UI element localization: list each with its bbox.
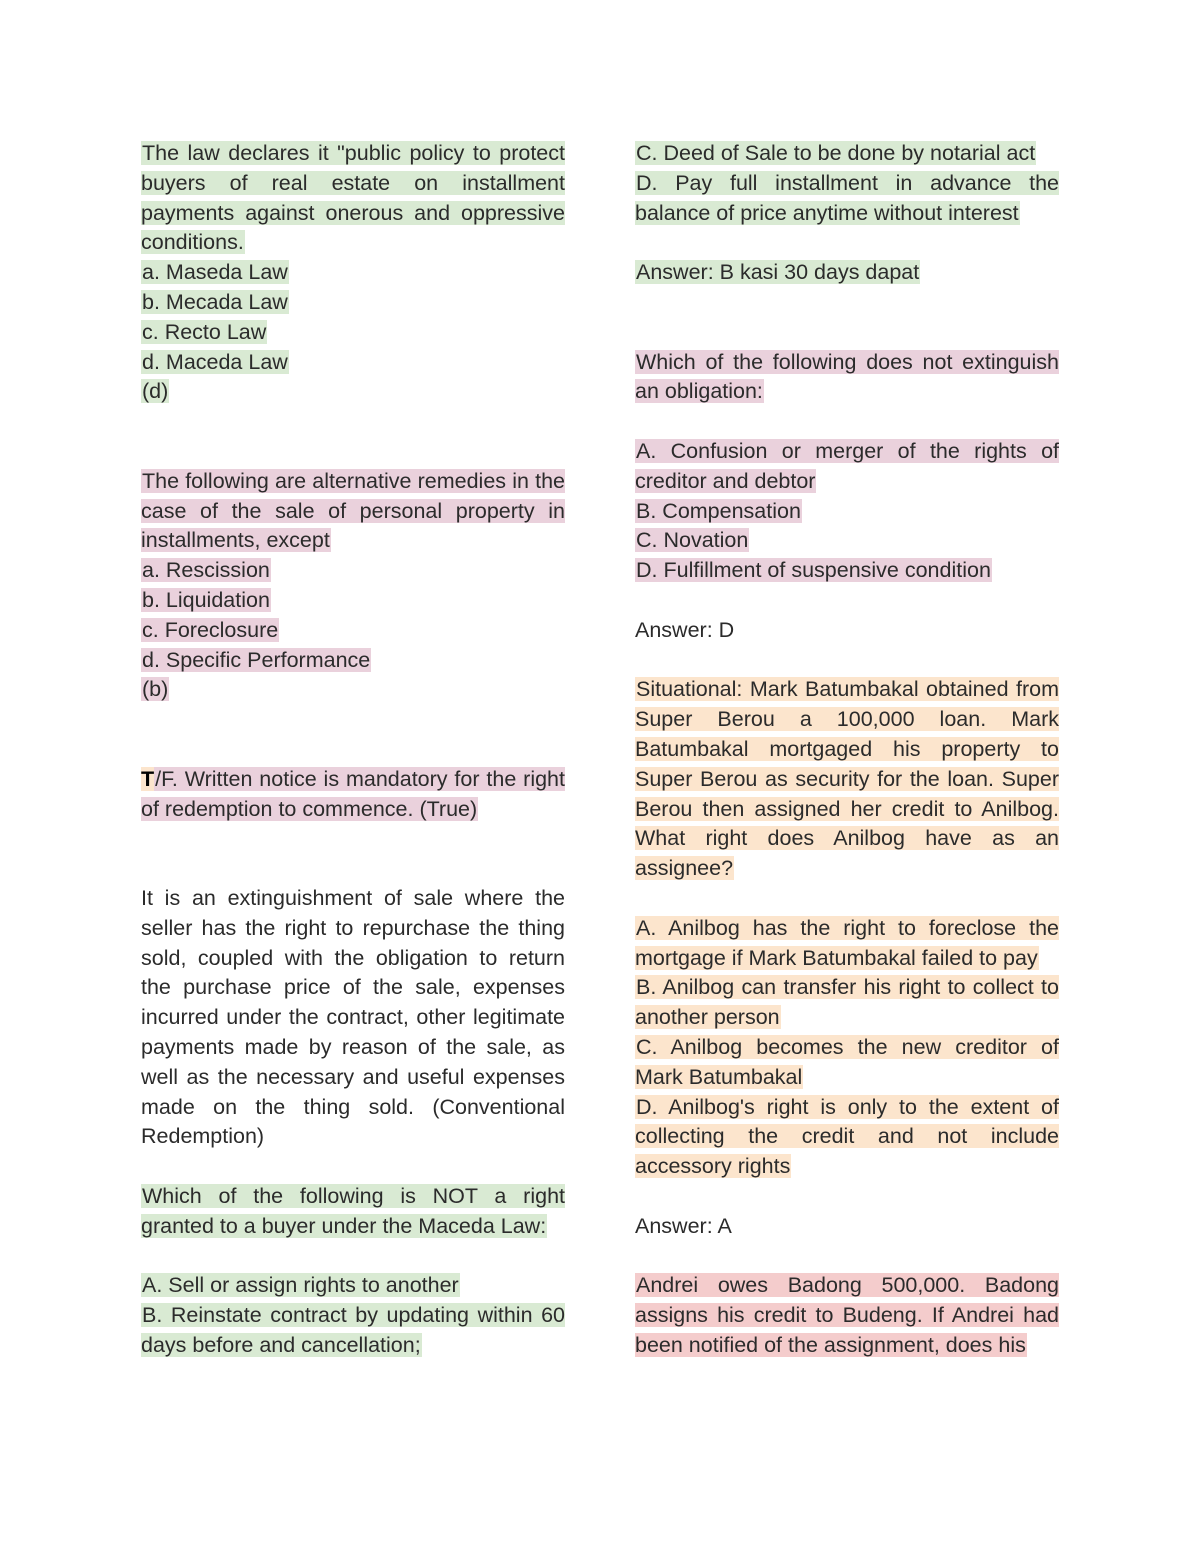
option-a: a. Rescission — [142, 558, 270, 583]
option-d: D. Pay full installment in advance the balance of price anytime without interest — [635, 170, 1059, 225]
left-column — [141, 139, 565, 1361]
question-assignment-notice — [635, 1271, 1059, 1360]
option-d: D. Fulfillment of suspensive condition — [636, 558, 991, 583]
true-false-mark: T — [141, 766, 155, 791]
option-a: a. Maseda Law — [142, 260, 288, 285]
question-conventional-redemption — [141, 884, 565, 1152]
option-a: A. Anilbog has the right to foreclose the mortgage if Mark Batumbakal failed to pay — [635, 915, 1059, 970]
option-c: C. Anilbog becomes the new creditor of Mark Batumbakal — [635, 1034, 1059, 1089]
right-column — [635, 139, 1059, 1361]
option-c: C. Deed of Sale to be done by notarial act — [636, 141, 1036, 165]
question-stem: Situational: Mark Batumbakal obtained from Super Berou a 100,000 loan. Mark Batumbakal mortgaged his property to Super Berou as security for the loan. Super Berou then assigned her credit to Anilbog. What right does Anilbog have as an assignee? — [635, 677, 1059, 881]
question-alternative-remedies — [141, 467, 565, 705]
answer: Answer: A — [635, 1213, 732, 1238]
option-c: c. Recto Law — [142, 319, 267, 344]
question-maceda-policy — [141, 139, 565, 407]
option-b: b. Mecada Law — [142, 289, 288, 314]
question-maceda-rights — [141, 1182, 565, 1361]
question-situational-assignee — [635, 675, 1059, 1241]
option-d: D. Anilbog's right is only to the extent of collecting the credit and not include accessory rights — [635, 1094, 1059, 1179]
question-stem: Which of the following does not extinguish an obligation: — [635, 349, 1059, 404]
option-b: B. Reinstate contract by updating within 60 days before and cancellation; — [141, 1303, 565, 1357]
question-stem: The following are alternative remedies in the case of the sale of personal property in installments, except — [141, 468, 565, 553]
question-stem: Which of the following is NOT a right granted to a buyer under the Maceda Law: — [141, 1183, 565, 1238]
answer: Answer: B kasi 30 days dapat — [636, 260, 920, 285]
question-true-false — [141, 765, 565, 825]
option-c: c. Foreclosure — [142, 617, 279, 642]
question-stem: The law declares it "public policy to protect buyers of real estate on installment payments against onerous and oppressive conditions. — [141, 141, 565, 255]
option-b: b. Liquidation — [142, 587, 270, 612]
question-extinguish-obligation — [635, 348, 1059, 646]
question-maceda-rights-continued — [635, 139, 1059, 288]
option-c: C. Novation — [636, 528, 749, 553]
option-a: A. Confusion or merger of the rights of creditor and debtor — [635, 438, 1059, 493]
question-stem: /F. Written notice is mandatory for the right of redemption to commence. (True) — [141, 766, 565, 821]
question-stem: Andrei owes Badong 500,000. Badong assigns his credit to Budeng. If Andrei had been notified of the assignment, does his — [635, 1273, 1059, 1357]
option-b: B. Compensation — [636, 498, 801, 523]
answer: (d) — [142, 379, 169, 404]
option-d: d. Specific Performance — [142, 647, 371, 672]
option-d: d. Maceda Law — [142, 349, 288, 374]
answer: Answer: D — [635, 617, 735, 642]
option-a: A. Sell or assign rights to another — [142, 1273, 459, 1298]
answer: (b) — [142, 677, 169, 702]
option-b: B. Anilbog can transfer his right to collect to another person — [635, 975, 1059, 1030]
question-text: It is an extinguishment of sale where the seller has the right to repurchase the thing sold, coupled with the obligation to return the purchase price of the sale, expenses incurred under the contract, other legitimate payments made by reason of the sale, as well as the necessary and useful expenses made on the thing sold. (Conventional Redemption) — [141, 885, 565, 1149]
